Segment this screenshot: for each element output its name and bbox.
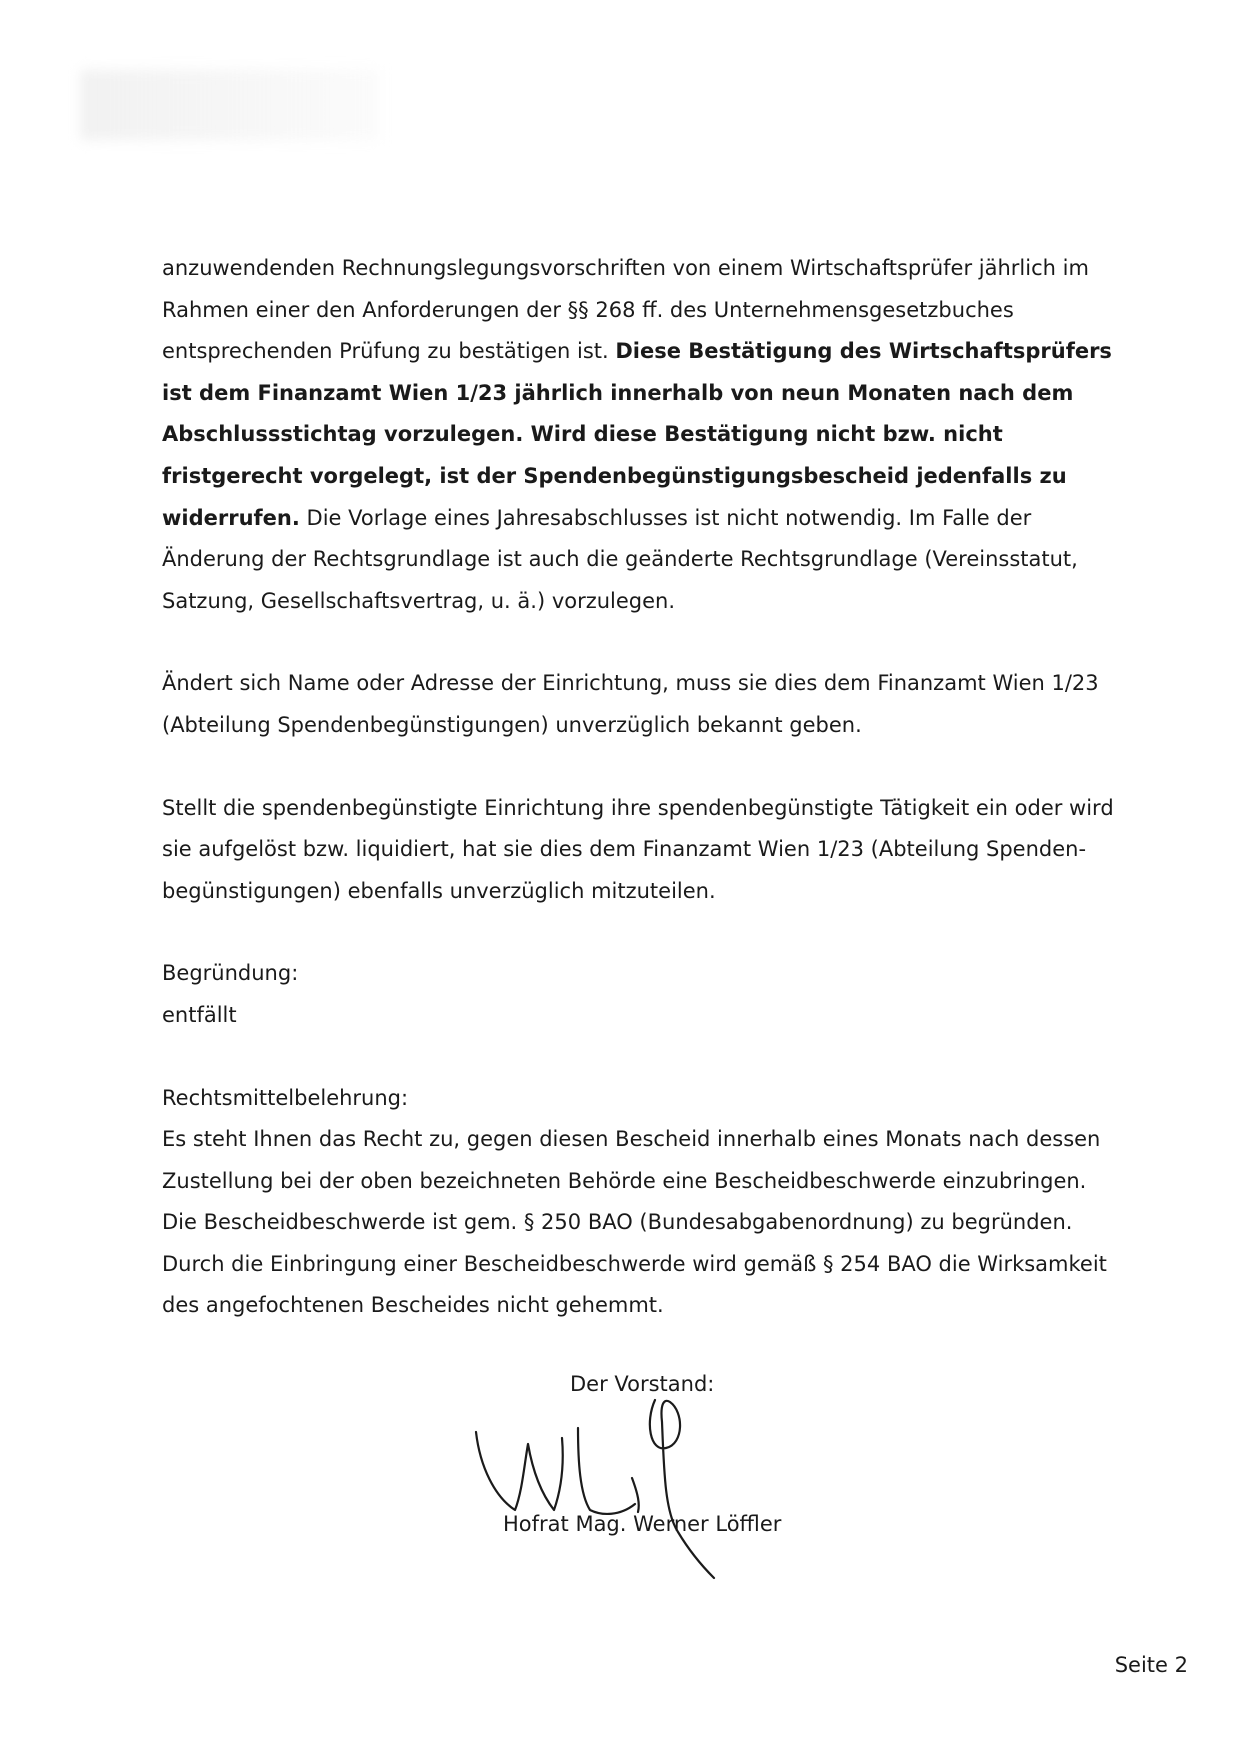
rechtsmittel-heading: Rechtsmittelbelehrung: <box>162 1085 409 1110</box>
signature-title: Der Vorstand: <box>570 1372 715 1396</box>
scan-artifact <box>80 70 380 140</box>
document-body <box>162 248 1122 1327</box>
page-number: Seite 2 <box>1114 1653 1188 1677</box>
paragraph-aufloesung: Stellt die spendenbegünstigte Einrichtung ihre spendenbegünstigte Tätigkeit ein oder wird sie aufgelöst bzw. liquidiert, hat sie dies dem Finanzamt Wien 1/23 (Abteilung Spenden-begünstigungen) ebenfalls unverzüglich mitzuteilen. <box>162 795 1114 903</box>
signature-name: Hofrat Mag. Werner Löffler <box>503 1512 782 1536</box>
signature-block <box>450 1372 870 1582</box>
paragraph-1-part-1: anzuwendenden Rechnungslegungsvorschriften von einem Wirtschaftsprüfer jährlich im Rahmen einer den Anforderungen der §§ 268 ff. des Unternehmensgesetzbuches entsprechenden Prüfung zu bestätigen ist. <box>162 256 1089 364</box>
handwritten-signature <box>470 1382 780 1582</box>
begruendung-text: entfällt <box>162 1002 237 1027</box>
paragraph-1-bold: Diese Bestätigung des Wirtschaftsprüfers ist dem Finanzamt Wien 1/23 jährlich innerhalb von neun Monaten nach dem Abschlussstichtag vorzulegen. Wird diese Bestätigung nicht bzw. nicht fristgerecht vorgelegt, ist der Spendenbegünstigungsbescheid jedenfalls zu widerrufen. <box>162 339 1112 530</box>
begruendung-heading: Begründung: <box>162 961 299 986</box>
rechtsmittel-text: Es steht Ihnen das Recht zu, gegen diesen Bescheid innerhalb eines Monats nach dessen Zustellung bei der oben bezeichneten Behörde eine Bescheidbeschwerde einzubringen. Die Bescheidbeschwerde ist gem. § 250 BAO (Bundesabgabenordnung) zu begründen. Durch die Einbringung einer Bescheidbeschwerde wird gemäß § 254 BAO die Wirksamkeit des angefochtenen Bescheides nicht gehemmt. <box>162 1127 1107 1318</box>
paragraph-namensaenderung: Ändert sich Name oder Adresse der Einrichtung, muss sie dies dem Finanzamt Wien 1/23 (Abteilung Spendenbegünstigungen) unverzüglich bekannt geben. <box>162 671 1099 737</box>
paragraph-1-part-2: Die Vorlage eines Jahresabschlusses ist nicht notwendig. Im Falle der Änderung der Rechtsgrundlage ist auch die geänderte Rechtsgrundlage (Vereinsstatut, Satzung, Gesellschaftsvertrag, u. ä.) vorzulegen. <box>162 505 1078 613</box>
paragraph-rechnungslegung <box>162 248 1122 622</box>
